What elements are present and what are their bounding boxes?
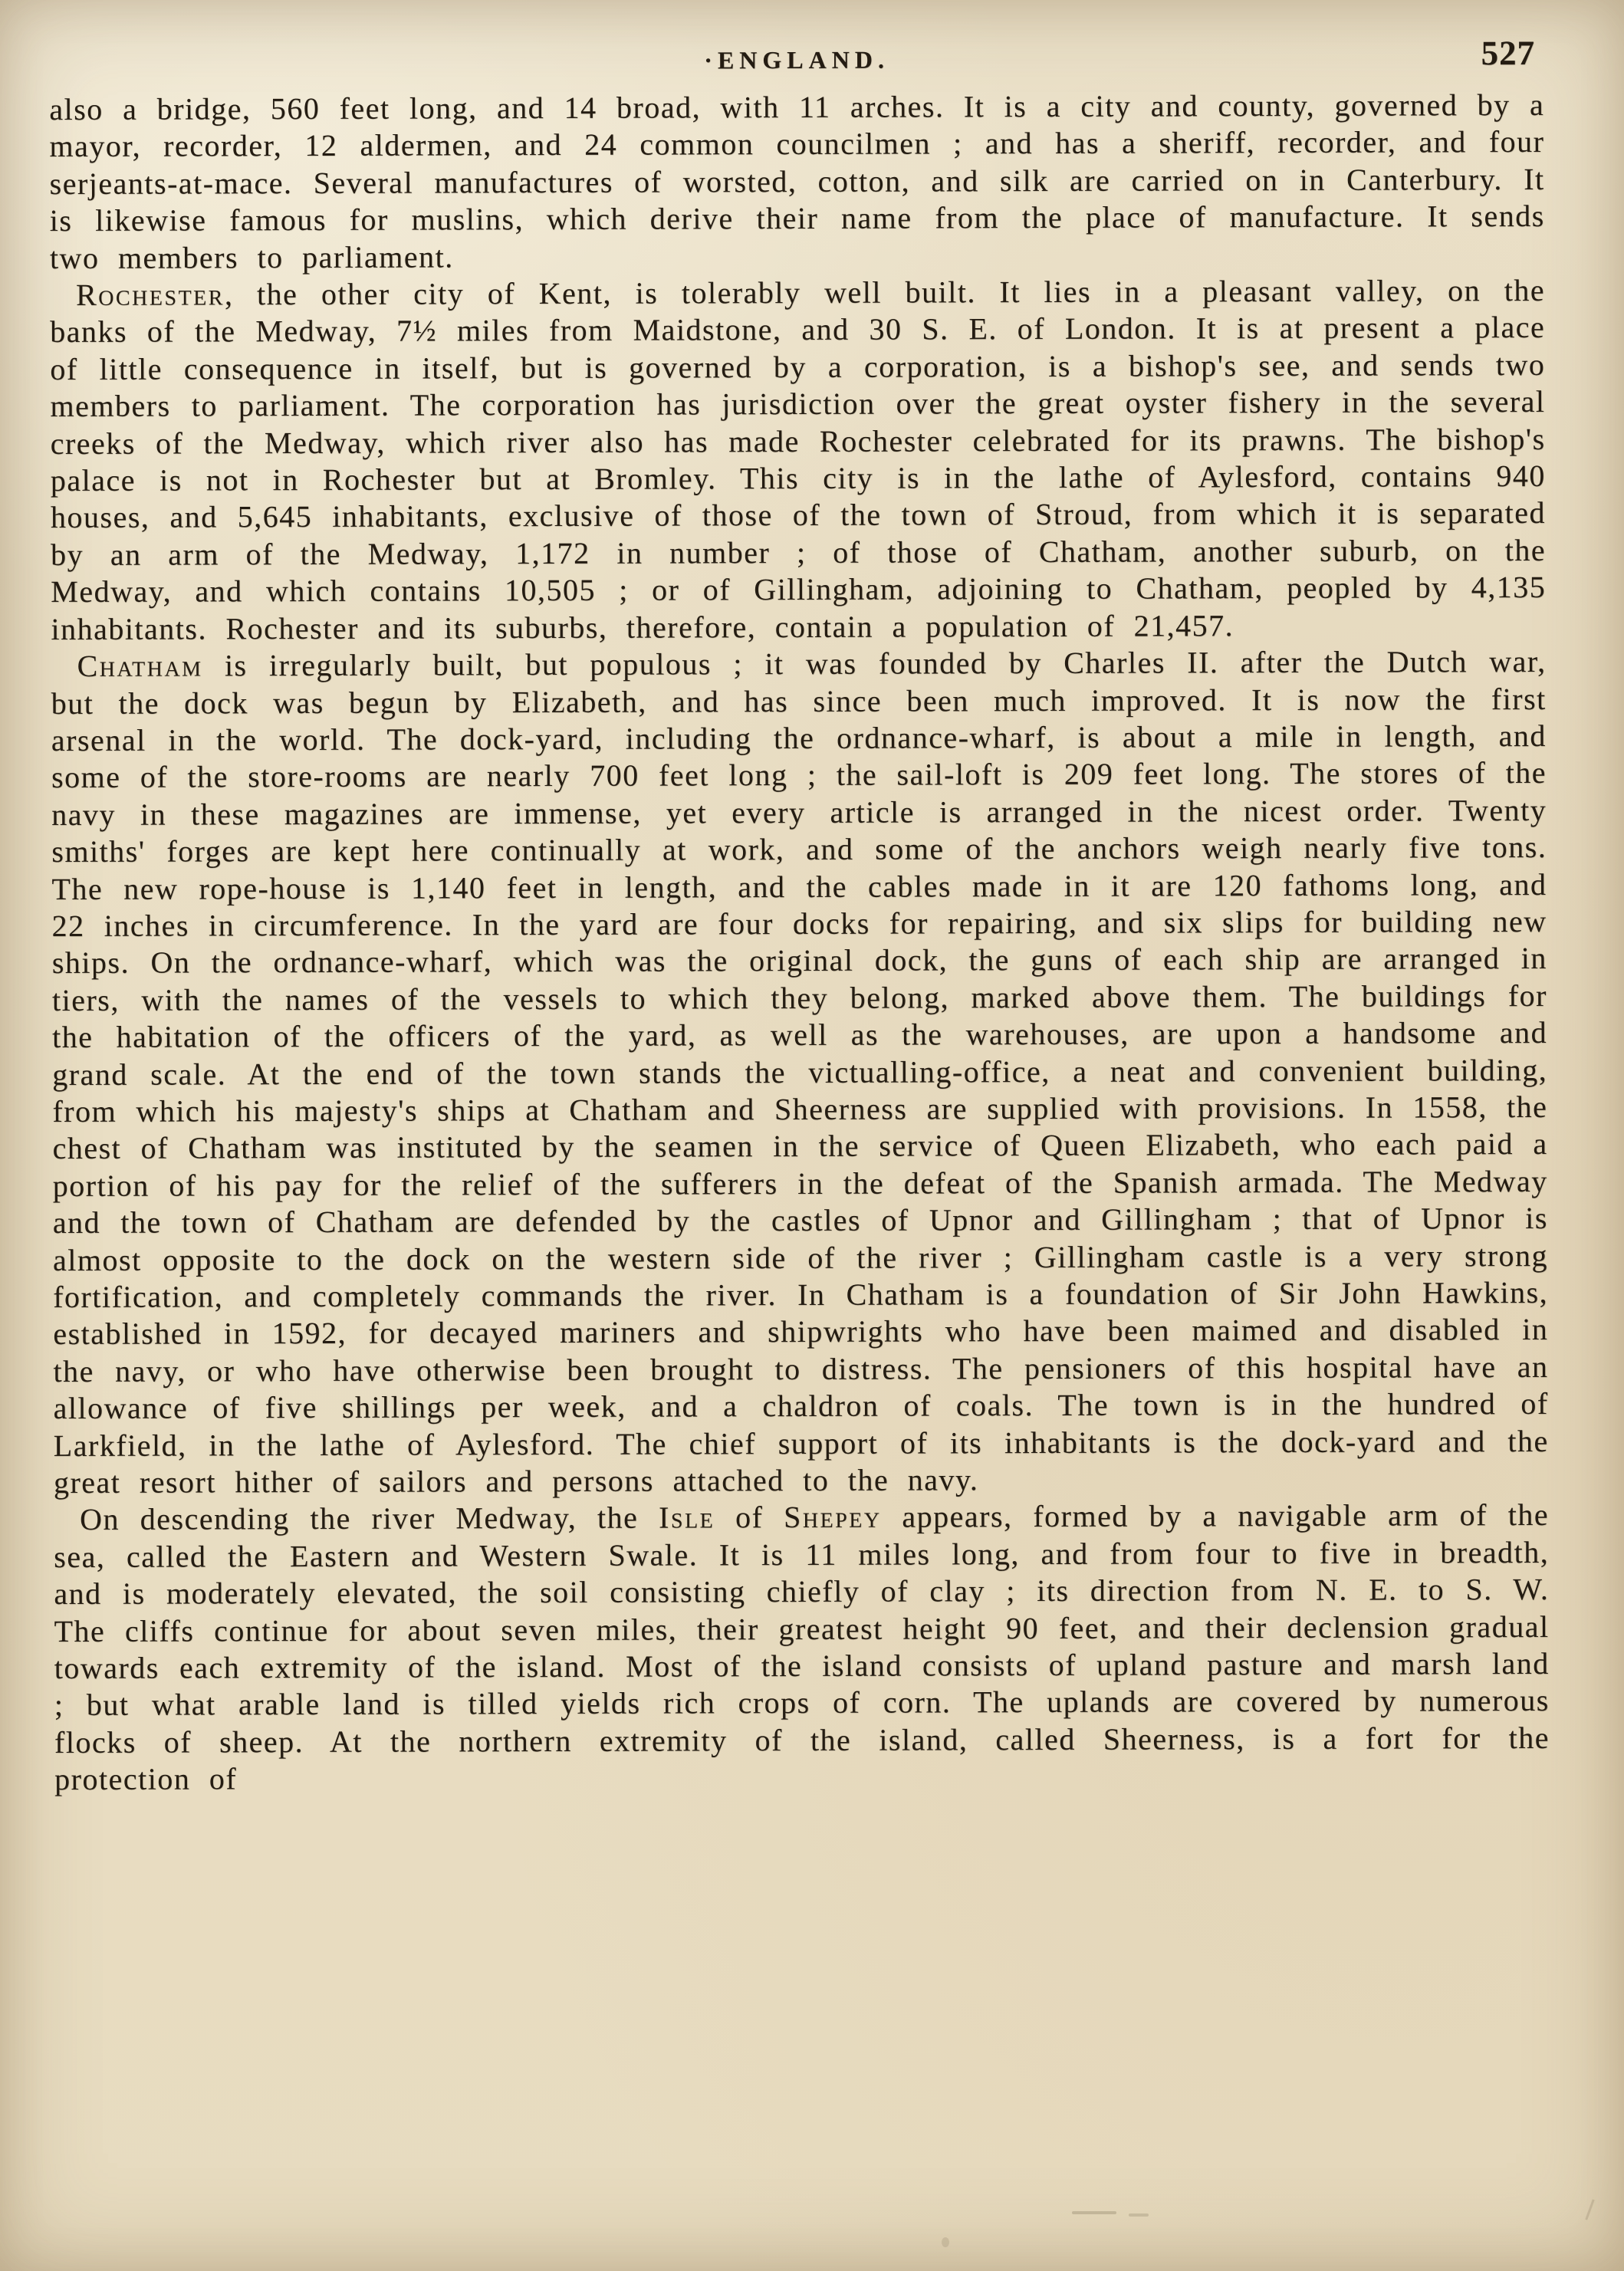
paragraph — [51, 643, 1548, 1501]
text-segment: is irregularly built, but populous ; it was founded by Charles II. after the Dutch war, but the dock was begun by Elizabeth, and has since been much improved. It is now the first arsenal in the world. The dock-yard, including the ordnance-wharf, is about a mile in length, and some of the store-rooms are nearly 700 feet long ; the sail-loft is 209 feet long. The stores of the navy in these magazines are immense, yet every article is arranged in the nicest order. Twenty smiths' forges are kept here continually at work, and some of the anchors weigh nearly five tons. The new rope-house is 1,140 feet in length, and the cables made in it are 120 fathoms long, and 22 inches in circumference. In the yard are four docks for repairing, and six slips for building new ships. On the ordnance-wharf, which was the original dock, the guns of each ship are arranged in tiers, with the names of the vessels to which they belong, marked above them. The buildings for the habitation of the officers of the yard, as well as the warehouses, are upon a handsome and grand scale. At the end of the town stands the victualling-office, a neat and convenient building, from which his majesty's ships at Chatham and Sheerness are supplied with provisions. In 1558, the chest of Chatham was instituted by the seamen in the service of Queen Elizabeth, who each paid a portion of his pay for the relief of the sufferers in the defeat of the Spanish armada. The Medway and the town of Chatham are defended by the castles of Upnor and Gillingham ; that of Upnor is almost opposite to the dock on the western side of the river ; Gillingham castle is a very strong fortification, and completely commands the river. In Chatham is a foundation of Sir John Hawkins, established in 1592, for decayed mariners and shipwrights who have been maimed and disabled in the navy, or who have otherwise been brought to distress. The pensioners of this hospital have an allowance of five shillings per week, and a chaldron of coals. The town is in the hundred of Larkfield, in the lathe of Aylesford. The chief support of its inhabitants is the dock-yard and the great resort hither of sailors and persons attached to the navy. — [51, 644, 1549, 1500]
scan-artifact — [1129, 2213, 1149, 2217]
smallcaps-text: Isle — [659, 1500, 715, 1536]
smallcaps-text: Shepey — [784, 1500, 882, 1535]
paragraph — [49, 87, 1545, 277]
scan-artifact — [942, 2237, 949, 2247]
paragraph — [54, 1497, 1550, 1798]
running-header — [49, 35, 1544, 87]
text-segment: appears, formed by a navigable arm of the sea, called the Eastern and Western Swale. It is 11 miles long, and from four to five in breadth, and is moderately elevated, the soil consisting chiefly of clay ; its direction from N. E. to S. W. The cliffs continue for about seven miles, their greatest height 90 feet, and their declension gradual towards each extremity of the island. Most of the island consists of upland pasture and marsh land ; but what arable land is tilled yields rich crops of corn. The uplands are covered by numerous flocks of sheep. At the northern extremity of the island, called Sheerness, is a fort for the protection of — [54, 1497, 1550, 1797]
smallcaps-text: Rochester — [75, 277, 225, 312]
text-segment: of — [715, 1500, 784, 1535]
page-content — [49, 35, 1550, 1799]
paragraph — [50, 272, 1547, 648]
page-number: 527 — [1481, 33, 1536, 73]
smallcaps-text: Chatham — [77, 648, 203, 684]
running-header-title: ·ENGLAND. — [704, 45, 889, 74]
scan-artifact — [1072, 2211, 1116, 2214]
text-block — [49, 87, 1550, 1799]
scan-artifact — [1585, 2199, 1594, 2220]
text-segment: , the other city of Kent, is tolerably well built. It lies in a pleasant valley, on the banks of the Medway, 7½ miles from Maidstone, and 30 S. E. of London. It is at present a place of little consequence in itself, but is governed by a corporation, is a bishop's see, and sends two members to parliament. The corporation has jurisdiction over the great oyster fishery in the several creeks of the Medway, which river also has made Rochester celebrated for its prawns. The bishop's palace is not in Rochester but at Bromley. This city is in the lathe of Aylesford, contains 940 houses, and 5,645 inhabitants, exclusive of those of the town of Stroud, from which it is separated by an arm of the Medway, 1,172 in number ; of those of Chatham, another suburb, on the Medway, and which contains 10,505 ; or of Gillingham, adjoining to Chatham, peopled by 4,135 inhabitants. Rochester and its suburbs, therefore, contain a population of 21,457. — [50, 272, 1547, 646]
text-segment: also a bridge, 560 feet long, and 14 broad, with 11 arches. It is a city and county, governed by a mayor, recorder, 12 aldermen, and 24 common councilmen ; and has a sheriff, recorder, and four serjeants-at-mace. Several manufactures of worsted, cotton, and silk are carried on in Canterbury. It is likewise famous for muslins, which derive their name from the place of manufacture. It sends two members to parliament. — [49, 87, 1545, 275]
text-segment: On descending the river Medway, the — [80, 1500, 659, 1537]
